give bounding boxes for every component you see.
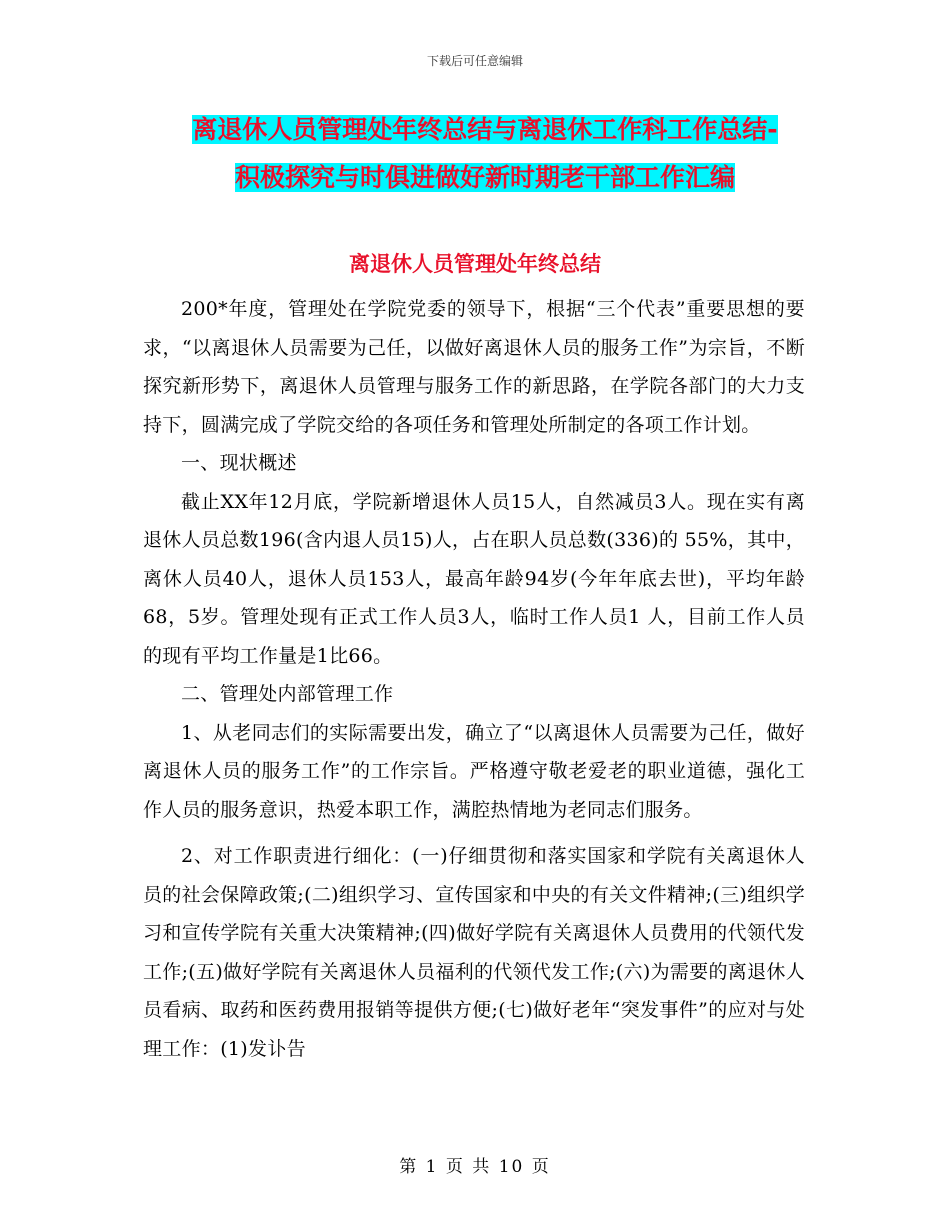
document-body [143, 290, 805, 1068]
page-header-note: 下载后可任意编辑 [426, 54, 523, 68]
paragraph-item-2: 2、对工作职责进行细化：(一)仔细贯彻和落实国家和学院有关离退休人员的社会保障政策;(二)组织学习、宣传国家和中央的有关文件精神;(三)组织学习和宣传学院有关重大决策精神;(四)做好学院有关离退休人员费用的代领代发工作;(五)做好学院有关离退休人员福利的代领代发工作;(六)为需要的离退休人员看病、取药和医药费用报销等提供方便;(七)做好老年“突发事件”的应对与处理工作：(1)发讣告 [143, 845, 805, 1060]
document-title [150, 106, 820, 202]
paragraph-intro: 200*年度，管理处在学院党委的领导下，根据“三个代表”重要思想的要求，“以离退休人员需要为己任，以做好离退休人员的服务工作”为宗旨，不断探究新形势下，离退休人员管理与服务工作的新思路，在学院各部门的大力支持下，圆满完成了学院交给的各项任务和管理处所制定的各项工作计划。 [143, 298, 805, 436]
document-title-line-1: 离退休人员管理处年终总结与离退休工作科工作总结- [192, 115, 778, 144]
document-title-line-2: 积极探究与时俱进做好新时期老干部工作汇编 [234, 163, 735, 192]
section-heading: 离退休人员管理处年终总结 [349, 252, 601, 276]
heading-status-overview: 一、现状概述 [181, 452, 297, 474]
paragraph-status: 截止XX年12月底，学院新增退休人员15人，自然减员3人。现在实有离退休人员总数196(含内退人员15)人，占在职人员总数(336)的 55%，其中，离休人员40人，退休人员153人，最高年龄94岁(今年年底去世)，平均年龄68，5岁。管理处现有正式工作人员3人，临时工作人员1 人，目前工作人员的现有平均工作量是1比66。 [143, 490, 805, 667]
page-number: 第 1 页 共 10 页 [399, 1157, 551, 1177]
paragraph-item-1: 1、从老同志们的实际需要出发，确立了“以离退休人员需要为己任，做好离退休人员的服务工作”的工作宗旨。严格遵守敬老爱老的职业道德，强化工作人员的服务意识，热爱本职工作，满腔热情地为老同志们服务。 [143, 721, 805, 821]
heading-internal-management: 二、管理处内部管理工作 [181, 683, 394, 705]
